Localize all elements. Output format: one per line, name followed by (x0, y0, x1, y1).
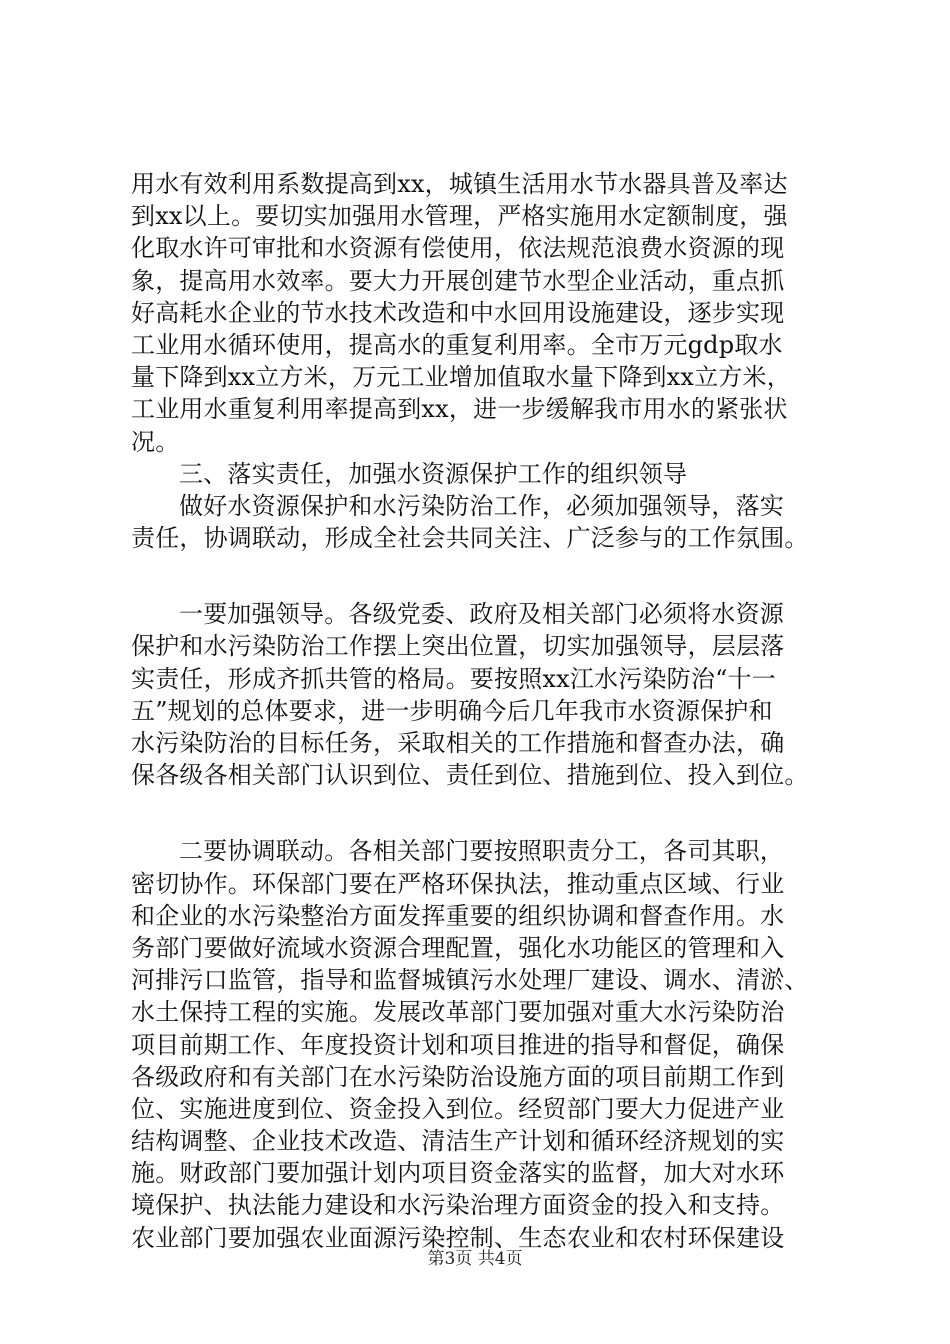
text-line: 和企业的水污染整治方面发挥重要的组织协调和督查作用。水 (131, 901, 785, 930)
text-line: 一要加强领导。各级党委、政府及相关部门必须将水资源 (179, 600, 784, 629)
text-line: 保各级各相关部门认识到位、责任到位、措施到位、投入到位。 (131, 761, 809, 790)
text-line: 河排污口监管，指导和监督城镇污水处理厂建设、调水、清淤、 (131, 966, 809, 995)
text-line: 项目前期工作、年度投资计划和项目推进的指导和督促，确保 (131, 1030, 785, 1059)
text-line: 保护和水污染防治工作摆上突出位置，切实加强领导，层层落 (131, 632, 785, 661)
text-line: 水土保持工程的实施。发展改革部门要加强对重大水污染防治 (131, 998, 785, 1027)
text-line: 结构调整、企业技术改造、清洁生产计划和循环经济规划的实 (131, 1127, 785, 1156)
text-line: 二要协调联动。各相关部门要按照职责分工，各司其职， (179, 837, 784, 866)
section-heading: 三、落实责任，加强水资源保护工作的组织领导 (179, 459, 688, 488)
text-line: 况。 (131, 427, 180, 456)
text-line: 务部门要做好流域水资源合理配置，强化水功能区的管理和入 (131, 933, 785, 962)
text-line: 工业用水重复利用率提高到xx，进一步缓解我市用水的紧张状 (131, 395, 788, 424)
text-line: 实责任，形成齐抓共管的格局。要按照xx江水污染防治“十一 (131, 664, 776, 693)
page-number: 第3页 共4页 (427, 1249, 523, 1269)
text-line: 密切协作。环保部门要在严格环保执法，推动重点区域、行业 (131, 869, 785, 898)
text-line: 象，提高用水效率。要大力开展创建节水型企业活动，重点抓 (131, 266, 785, 295)
text-line: 量下降到xx立方米，万元工业增加值取水量下降到xx立方米， (131, 363, 791, 392)
text-line: 做好水资源保护和水污染防治工作，必须加强领导，落实 (179, 491, 784, 520)
text-line: 工业用水循环使用，提高水的重复利用率。全市万元gdp取水 (131, 330, 783, 359)
text-line: 到xx以上。要切实加强用水管理，严格实施用水定额制度，强 (131, 202, 788, 231)
text-line: 化取水许可审批和水资源有偿使用，依法规范浪费水资源的现 (131, 234, 785, 263)
text-line: 农业部门要加强农业面源污染控制、生态农业和农村环保建设 (131, 1223, 785, 1252)
paragraph-gap (131, 791, 831, 835)
text-line: 五”规划的总体要求，进一步明确今后几年我市水资源保护和 (131, 696, 773, 725)
text-line: 好高耗水企业的节水技术改造和中水回用设施建设，逐步实现 (131, 298, 785, 327)
text-line: 施。财政部门要加强计划内项目资金落实的监督，加大对水环 (131, 1159, 785, 1188)
text-line: 各级政府和有关部门在水污染防治设施方面的项目前期工作到 (131, 1062, 785, 1091)
text-line: 境保护、执法能力建设和水污染治理方面资金的投入和支持。 (131, 1191, 785, 1220)
text-line: 水污染防治的目标任务，采取相关的工作措施和督查办法，确 (131, 729, 785, 757)
text-line: 责任，协调联动，形成全社会共同关注、广泛参与的工作氛围。 (131, 524, 809, 553)
paragraph-gap (131, 554, 831, 598)
document-body (131, 168, 831, 1254)
text-line: 用水有效利用系数提高到xx，城镇生活用水节水器具普及率达 (131, 170, 788, 198)
text-line: 位、实施进度到位、资金投入到位。经贸部门要大力促进产业 (131, 1094, 785, 1123)
